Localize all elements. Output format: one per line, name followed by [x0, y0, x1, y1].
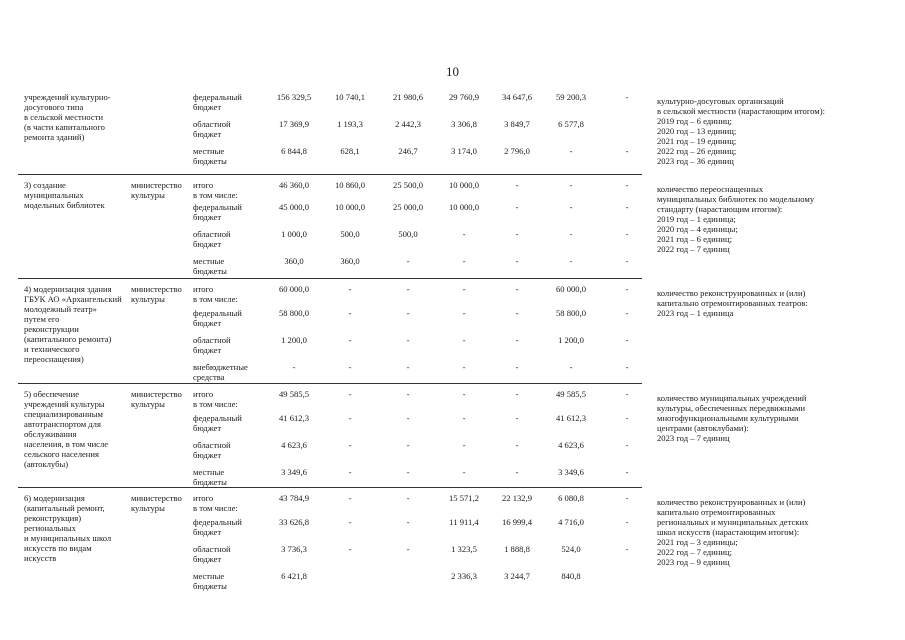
funding-value-cell: 58 800,0 — [555, 308, 587, 318]
indicator-line: 2020 год – 4 единицы; — [657, 224, 738, 234]
funding-value-cell: - — [515, 440, 519, 450]
funding-value-cell: - — [625, 284, 629, 294]
funding-value-cell: - — [406, 467, 410, 477]
indicator-line: 2021 год – 6 единиц; — [657, 234, 732, 244]
funding-value-cell: - — [348, 335, 352, 345]
funding-value-cell: - — [462, 413, 466, 423]
funding-source-label: областной — [193, 119, 231, 129]
funding-value-cell: 41 612,3 — [555, 413, 587, 423]
funding-value-cell: 4 623,6 — [558, 440, 584, 450]
indicator-line: муниципальных библиотек по модельному — [657, 194, 815, 204]
funding-value-cell: - — [348, 467, 352, 477]
funding-value-cell: 2 336,3 — [451, 571, 477, 581]
section-title-line: 3) создание — [24, 180, 66, 190]
indicator-line: 2019 год – 6 единиц; — [657, 116, 732, 126]
funding-value-cell: - — [348, 284, 352, 294]
funding-value-cell: - — [348, 544, 352, 554]
funding-source-label: местные — [193, 256, 225, 266]
funding-value-cell: - — [348, 413, 352, 423]
funding-value-cell: - — [348, 517, 352, 527]
funding-value-cell: 4 716,0 — [558, 517, 584, 527]
funding-value-cell: - — [625, 493, 629, 503]
funding-value-cell: 15 571,2 — [448, 493, 480, 503]
funding-value-cell: - — [625, 517, 629, 527]
funding-value-cell: 3 349,6 — [281, 467, 307, 477]
section-title-line: ремонта зданий) — [24, 132, 85, 142]
funding-value-cell: - — [625, 229, 629, 239]
executor-line: министерство — [131, 493, 182, 503]
indicator-line: 2023 год – 9 единиц — [657, 557, 730, 567]
indicator-line: центрами (автоклубами): — [657, 423, 749, 433]
funding-source-label: в том числе: — [193, 503, 238, 513]
funding-source-label: в том числе: — [193, 399, 238, 409]
funding-source-label: внебюджетные — [193, 362, 248, 372]
funding-value-cell: 246,7 — [398, 146, 418, 156]
funding-value-cell: - — [462, 284, 466, 294]
funding-value-cell: 2 442,3 — [395, 119, 421, 129]
funding-value-cell: - — [462, 229, 466, 239]
funding-source-label: бюджет — [193, 129, 222, 139]
funding-value-cell: - — [515, 202, 519, 212]
funding-value-cell: - — [515, 256, 519, 266]
funding-value-cell: 3 736,3 — [281, 544, 307, 554]
funding-source-label: в том числе: — [193, 190, 238, 200]
funding-source-label: областной — [193, 544, 231, 554]
executor-line: культуры — [131, 503, 165, 513]
funding-value-cell: - — [348, 440, 352, 450]
funding-value-cell: 360,0 — [284, 256, 304, 266]
funding-source-label: бюджет — [193, 102, 222, 112]
funding-value-cell: - — [515, 308, 519, 318]
funding-value-cell: - — [625, 202, 629, 212]
funding-value-cell: 43 784,9 — [278, 493, 310, 503]
funding-value-cell: - — [348, 308, 352, 318]
funding-value-cell: - — [515, 413, 519, 423]
section-title-line: сельского населения — [24, 449, 99, 459]
funding-source-label: федеральный — [193, 92, 242, 102]
section-title-line: учреждений культуры — [24, 399, 105, 409]
funding-value-cell: - — [625, 413, 629, 423]
funding-source-label: бюджет — [193, 212, 222, 222]
funding-value-cell: - — [625, 92, 629, 102]
funding-value-cell: 22 132,9 — [501, 493, 533, 503]
funding-source-label: бюджеты — [193, 477, 227, 487]
indicator-line: количество муниципальных учреждений — [657, 393, 807, 403]
funding-value-cell: 59 200,3 — [555, 92, 587, 102]
funding-value-cell: 3 244,7 — [504, 571, 530, 581]
section-title-line: (капитальный ремонт, — [24, 503, 105, 513]
funding-value-cell: 1 000,0 — [281, 229, 307, 239]
section-separator — [18, 487, 642, 488]
funding-value-cell: - — [515, 467, 519, 477]
funding-source-label: итого — [193, 389, 214, 399]
indicator-line: количество реконструированных и (или) — [657, 497, 806, 507]
funding-source-label: бюджет — [193, 345, 222, 355]
funding-value-cell: - — [569, 146, 573, 156]
funding-value-cell: - — [625, 180, 629, 190]
funding-value-cell: - — [462, 362, 466, 372]
funding-value-cell: 34 647,6 — [501, 92, 533, 102]
funding-source-label: бюджет — [193, 423, 222, 433]
page-number: 10 — [446, 64, 459, 79]
funding-value-cell: 156 329,5 — [276, 92, 312, 102]
funding-source-label: итого — [193, 180, 214, 190]
funding-value-cell: - — [406, 308, 410, 318]
section-title-line: искусств — [24, 553, 57, 563]
funding-value-cell: 25 000,0 — [392, 202, 424, 212]
funding-source-label: местные — [193, 467, 225, 477]
funding-value-cell: 6 421,8 — [281, 571, 307, 581]
section-title-line: автотранспортом для — [24, 419, 101, 429]
section-separator — [18, 278, 642, 279]
funding-value-cell: 524,0 — [561, 544, 581, 554]
funding-value-cell: - — [406, 256, 410, 266]
funding-value-cell: 3 174,0 — [451, 146, 477, 156]
funding-source-label: федеральный — [193, 202, 242, 212]
funding-value-cell: 21 980,6 — [392, 92, 424, 102]
funding-value-cell: - — [406, 544, 410, 554]
funding-value-cell: - — [348, 362, 352, 372]
funding-value-cell: - — [462, 308, 466, 318]
funding-value-cell: 41 612,3 — [278, 413, 310, 423]
funding-value-cell: - — [348, 389, 352, 399]
funding-value-cell: 10 000,0 — [334, 202, 366, 212]
funding-value-cell: 45 000,0 — [278, 202, 310, 212]
indicator-line: 2020 год – 13 единиц; — [657, 126, 737, 136]
funding-value-cell: - — [515, 389, 519, 399]
indicator-line: 2022 год – 7 единиц; — [657, 547, 732, 557]
funding-value-cell: - — [462, 389, 466, 399]
funding-value-cell: - — [515, 284, 519, 294]
section-title-line: 6) модернизация — [24, 493, 85, 503]
funding-value-cell: 500,0 — [340, 229, 360, 239]
section-title-line: (автоклубы) — [24, 459, 69, 469]
indicator-line: капитально отремонтированных театров: — [657, 298, 808, 308]
funding-source-label: бюджеты — [193, 156, 227, 166]
funding-value-cell: 6 577,8 — [558, 119, 584, 129]
funding-value-cell: 60 000,0 — [278, 284, 310, 294]
section-title-line: переоснащения) — [24, 354, 84, 364]
funding-value-cell: - — [625, 256, 629, 266]
funding-value-cell: - — [569, 229, 573, 239]
section-title-line: учреждений культурно- — [24, 92, 111, 102]
funding-value-cell: - — [406, 335, 410, 345]
funding-source-label: бюджеты — [193, 581, 227, 591]
funding-value-cell: 46 360,0 — [278, 180, 310, 190]
funding-value-cell: - — [292, 362, 296, 372]
funding-value-cell: 3 349,6 — [558, 467, 584, 477]
section-title-line: обслуживания — [24, 429, 77, 439]
funding-value-cell: - — [462, 440, 466, 450]
funding-value-cell: - — [569, 180, 573, 190]
funding-value-cell: 10 000,0 — [448, 202, 480, 212]
indicator-line: количество реконструированных и (или) — [657, 288, 806, 298]
funding-value-cell: - — [569, 362, 573, 372]
funding-value-cell: - — [462, 335, 466, 345]
funding-value-cell: - — [406, 493, 410, 503]
funding-source-label: областной — [193, 440, 231, 450]
executor-line: культуры — [131, 190, 165, 200]
funding-value-cell: 3 849,7 — [504, 119, 530, 129]
section-title-line: молодежный театр» — [24, 304, 97, 314]
executor-line: культуры — [131, 399, 165, 409]
section-separator — [18, 383, 642, 384]
funding-value-cell: 49 585,5 — [278, 389, 310, 399]
section-title-line: досугового типа — [24, 102, 84, 112]
funding-source-label: итого — [193, 284, 214, 294]
indicator-line: 2019 год – 1 единица; — [657, 214, 736, 224]
funding-source-label: бюджет — [193, 239, 222, 249]
section-title-line: и технического — [24, 344, 80, 354]
section-title-line: 5) обеспечение — [24, 389, 80, 399]
section-title-line: искусств по видам — [24, 543, 92, 553]
funding-value-cell: - — [406, 413, 410, 423]
funding-value-cell: 2 796,0 — [504, 146, 530, 156]
section-title-line: региональных — [24, 523, 76, 533]
section-title-line: 4) модернизация здания — [24, 284, 112, 294]
funding-value-cell: - — [569, 202, 573, 212]
indicator-line: количество переоснащенных — [657, 184, 764, 194]
funding-source-label: местные — [193, 571, 225, 581]
funding-value-cell: - — [515, 362, 519, 372]
indicator-line: 2021 год – 19 единиц; — [657, 136, 737, 146]
funding-source-label: местные — [193, 146, 225, 156]
indicator-line: 2022 год – 7 единиц — [657, 244, 730, 254]
funding-value-cell: - — [406, 389, 410, 399]
funding-source-label: федеральный — [193, 308, 242, 318]
section-title-line: населения, в том числе — [24, 439, 109, 449]
funding-value-cell: 10 860,0 — [334, 180, 366, 190]
funding-value-cell: 49 585,5 — [555, 389, 587, 399]
funding-value-cell: 4 623,6 — [281, 440, 307, 450]
indicator-line: 2021 год – 3 единицы; — [657, 537, 738, 547]
section-title-line: специализированным — [24, 409, 103, 419]
funding-value-cell: - — [406, 284, 410, 294]
section-title-line: (капитального ремонта) — [24, 334, 112, 344]
funding-value-cell: - — [625, 308, 629, 318]
funding-value-cell: 628,1 — [340, 146, 360, 156]
indicator-line: 2023 год – 7 единиц — [657, 433, 730, 443]
indicator-line: культуры, обеспеченных передвижными — [657, 403, 806, 413]
funding-value-cell: 360,0 — [340, 256, 360, 266]
funding-value-cell: - — [625, 544, 629, 554]
section-title-line: (в части капитального — [24, 122, 105, 132]
funding-value-cell: - — [625, 335, 629, 345]
funding-source-label: итого — [193, 493, 214, 503]
funding-value-cell: 1 323,5 — [451, 544, 477, 554]
funding-value-cell: 1 200,0 — [558, 335, 584, 345]
indicator-line: 2023 год – 1 единица — [657, 308, 734, 318]
funding-source-label: областной — [193, 229, 231, 239]
section-title-line: ГБУК АО «Архангельский — [24, 294, 122, 304]
funding-value-cell: 11 911,4 — [449, 517, 479, 527]
funding-source-label: в том числе: — [193, 294, 238, 304]
section-title-line: реконструкция) — [24, 513, 82, 523]
funding-value-cell: - — [625, 362, 629, 372]
indicator-line: 2023 год – 36 единиц — [657, 156, 734, 166]
funding-value-cell: 10 000,0 — [448, 180, 480, 190]
funding-value-cell: - — [515, 335, 519, 345]
section-title-line: муниципальных — [24, 190, 84, 200]
funding-value-cell: - — [462, 256, 466, 266]
funding-value-cell: - — [625, 146, 629, 156]
section-separator — [18, 174, 642, 175]
executor-line: культуры — [131, 294, 165, 304]
funding-value-cell: 25 500,0 — [392, 180, 424, 190]
section-title-line: реконструкции — [24, 324, 79, 334]
executor-line: министерство — [131, 389, 182, 399]
funding-source-label: областной — [193, 335, 231, 345]
funding-value-cell: - — [406, 440, 410, 450]
indicator-line: региональных и муниципальных детских — [657, 517, 809, 527]
funding-value-cell: - — [462, 467, 466, 477]
funding-value-cell: 33 626,8 — [278, 517, 310, 527]
funding-source-label: бюджет — [193, 450, 222, 460]
funding-value-cell: 60 000,0 — [555, 284, 587, 294]
funding-source-label: бюджет — [193, 554, 222, 564]
indicator-line: культурно-досуговых организаций — [657, 96, 784, 106]
funding-value-cell: 29 760,9 — [448, 92, 480, 102]
funding-source-label: средства — [193, 372, 225, 382]
funding-value-cell: 3 306,8 — [451, 119, 477, 129]
funding-value-cell: 1 200,0 — [281, 335, 307, 345]
indicator-line: школ искусств (нарастающим итогом): — [657, 527, 800, 537]
funding-source-label: бюджет — [193, 318, 222, 328]
funding-value-cell: - — [406, 517, 410, 527]
section-title-line: в сельской местности — [24, 112, 104, 122]
funding-value-cell: 840,8 — [561, 571, 581, 581]
funding-value-cell: - — [515, 180, 519, 190]
funding-value-cell: 10 740,1 — [334, 92, 366, 102]
section-title-line: путем его — [24, 314, 60, 324]
executor-line: министерство — [131, 284, 182, 294]
funding-value-cell: 17 369,9 — [278, 119, 310, 129]
section-title-line: и муниципальных школ — [24, 533, 112, 543]
funding-source-label: федеральный — [193, 413, 242, 423]
funding-value-cell: 58 800,0 — [278, 308, 310, 318]
funding-value-cell: 6 844,8 — [281, 146, 307, 156]
indicator-line: капитально отремонтированных — [657, 507, 776, 517]
funding-value-cell: 6 080,8 — [558, 493, 584, 503]
funding-value-cell: - — [406, 362, 410, 372]
funding-value-cell: 16 999,4 — [501, 517, 533, 527]
funding-value-cell: - — [625, 467, 629, 477]
funding-source-label: бюджеты — [193, 266, 227, 276]
funding-value-cell: 1 193,3 — [337, 119, 363, 129]
funding-value-cell: - — [515, 229, 519, 239]
indicator-line: многофункциональными культурными — [657, 413, 799, 423]
section-title-line: модельных библиотек — [24, 200, 105, 210]
funding-value-cell: - — [625, 389, 629, 399]
executor-line: министерство — [131, 180, 182, 190]
funding-value-cell: 1 888,8 — [504, 544, 530, 554]
funding-value-cell: - — [625, 440, 629, 450]
indicator-line: 2022 год – 26 единиц; — [657, 146, 737, 156]
funding-value-cell: 500,0 — [398, 229, 418, 239]
funding-value-cell: - — [569, 256, 573, 266]
indicator-line: в сельской местности (нарастающим итогом): — [657, 106, 825, 116]
indicator-line: стандарту (нарастающим итогом): — [657, 204, 783, 214]
funding-value-cell: - — [348, 493, 352, 503]
funding-source-label: федеральный — [193, 517, 242, 527]
funding-source-label: бюджет — [193, 527, 222, 537]
